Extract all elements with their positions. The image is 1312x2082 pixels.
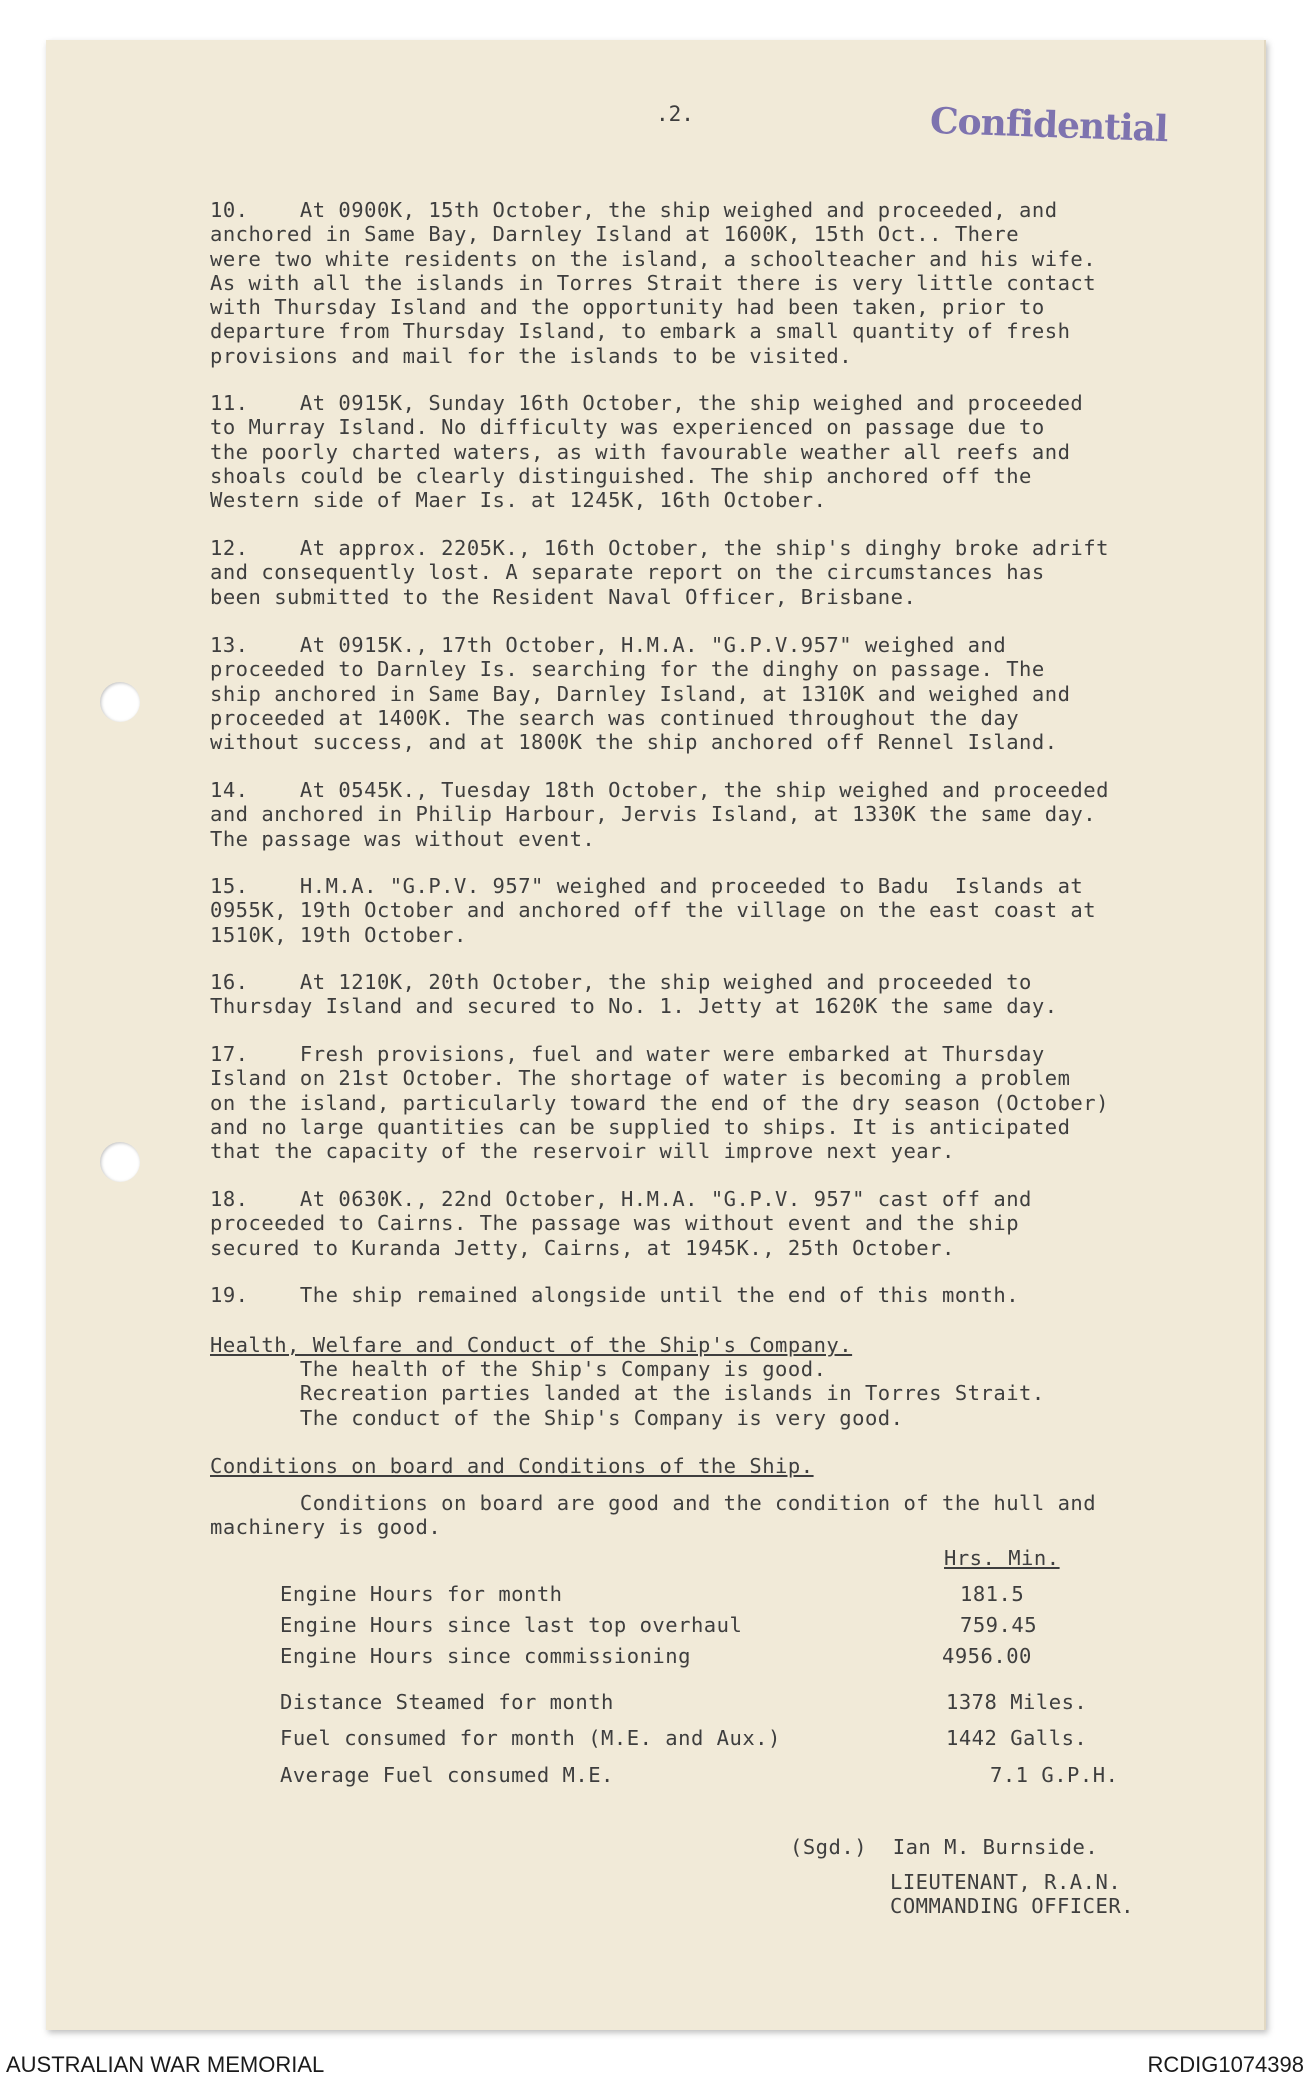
health-body: The health of the Ship's Company is good. Recreation parties landed at the islands in Torres Strait. The conduct of the Ship's Company is very good. bbox=[299, 1357, 1045, 1430]
stat-label: Fuel consumed for month (M.E. and Aux.) bbox=[280, 1726, 781, 1750]
stat-value: 759.45 bbox=[960, 1613, 1038, 1637]
paragraph-18: 18. At 0630K., 22nd October, H.M.A. "G.P.V. 957" cast off and proceeded to Cairns. The passage was without event and the ship secured to Kuranda Jetty, Cairns, at 1945K., 25th October. bbox=[210, 1187, 1032, 1260]
paragraph-19: 19. The ship remained alongside until the end of this month. bbox=[210, 1283, 1020, 1307]
signature-line: (Sgd.) Ian M. Burnside. bbox=[790, 1835, 1099, 1859]
paragraph-17: 17. Fresh provisions, fuel and water were embarked at Thursday Island on 21st October. The shortage of water is becoming a problem on the island, particularly toward the end of the dry season (October) and no large quantities can be supplied to ships. It is anticipated that the capacity of the reservoir will improve next year. bbox=[210, 1042, 1109, 1164]
punch-hole-lower bbox=[100, 1142, 140, 1182]
signature-rank: LIEUTENANT, R.A.N. bbox=[890, 1870, 1122, 1894]
conditions-body: Conditions on board are good and the condition of the hull and machinery is good. bbox=[210, 1491, 1097, 1540]
signature-title: COMMANDING OFFICER. bbox=[890, 1894, 1134, 1918]
stat-label: Engine Hours since commissioning bbox=[280, 1644, 691, 1668]
punch-hole-upper bbox=[100, 682, 140, 722]
confidential-stamp: Confidential bbox=[929, 99, 1169, 151]
stat-value: 4956.00 bbox=[942, 1644, 1032, 1668]
footer-id: RCDIG1074398 bbox=[1147, 2052, 1304, 2077]
page-number: .2. bbox=[656, 102, 694, 126]
footer-source: AUSTRALIAN WAR MEMORIAL bbox=[6, 2052, 325, 2077]
stat-label: Distance Steamed for month bbox=[280, 1690, 614, 1714]
paragraph-16: 16. At 1210K, 20th October, the ship weighed and proceeded to Thursday Island and secured to No. 1. Jetty at 1620K the same day. bbox=[210, 970, 1058, 1019]
conditions-heading: Conditions on board and Conditions of the Ship. bbox=[210, 1454, 814, 1478]
stat-label: Average Fuel consumed M.E. bbox=[280, 1763, 614, 1787]
paragraph-15: 15. H.M.A. "G.P.V. 957" weighed and proceeded to Badu Islands at 0955K, 19th October and anchored off the village on the east coast at 1510K, 19th October. bbox=[210, 874, 1097, 947]
paragraph-14: 14. At 0545K., Tuesday 18th October, the ship weighed and proceeded and anchored in Philip Harbour, Jervis Island, at 1330K the same day. The passage was without event. bbox=[210, 778, 1109, 851]
stat-value: 181.5 bbox=[960, 1582, 1025, 1606]
paragraph-12: 12. At approx. 2205K., 16th October, the ship's dinghy broke adrift and consequently lost. A separate report on the circumstances has been submitted to the Resident Naval Officer, Brisbane. bbox=[210, 536, 1109, 609]
stat-value: 1378 Miles. bbox=[946, 1690, 1088, 1714]
paragraph-11: 11. At 0915K, Sunday 16th October, the ship weighed and proceeded to Murray Island. No difficulty was experienced on passage due to the poorly charted waters, as with favourable weather all reefs and shoals could be clearly distinguished. The ship anchored off the Western side of Maer Is. at 1245K, 16th October. bbox=[210, 391, 1084, 513]
stat-label: Engine Hours since last top overhaul bbox=[280, 1613, 743, 1637]
stat-value: 1442 Galls. bbox=[946, 1726, 1088, 1750]
stat-label: Engine Hours for month bbox=[280, 1582, 563, 1606]
paragraph-13: 13. At 0915K., 17th October, H.M.A. "G.P.V.957" weighed and proceeded to Darnley Is. searching for the dinghy on passage. The ship anchored in Same Bay, Darnley Island, at 1310K and weighed and proceeded at 1400K. The search was continued throughout the day without success, and at 1800K the ship anchored off Rennel Island. bbox=[210, 633, 1071, 755]
hours-column-header: Hrs. Min. bbox=[944, 1546, 1060, 1570]
stat-value: 7.1 G.P.H. bbox=[990, 1763, 1119, 1787]
paragraph-10: 10. At 0900K, 15th October, the ship weighed and proceeded, and anchored in Same Bay, Darnley Island at 1600K, 15th Oct.. There were two white residents on the island, a schoolteacher and his wife. As with all the islands in Torres Strait there is very little contact with Thursday Island and the opportunity had been taken, prior to departure from Thursday Island, to embark a small quantity of fresh provisions and mail for the islands to be visited. bbox=[210, 198, 1097, 368]
health-heading: Health, Welfare and Conduct of the Ship's Company. bbox=[210, 1333, 853, 1357]
